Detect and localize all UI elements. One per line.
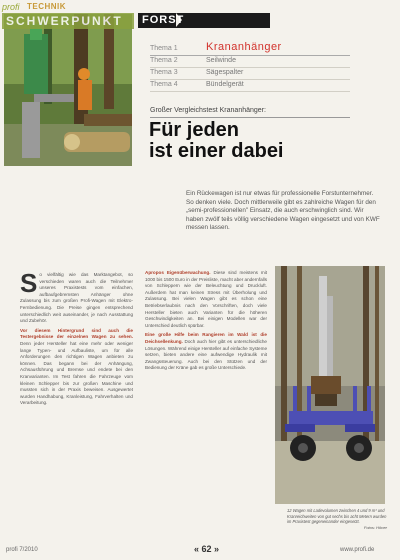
theme-number: Thema 3	[150, 69, 178, 76]
article-column-1	[20, 268, 133, 410]
subheading: Apropos Eigenüberwachung.	[145, 270, 211, 275]
paragraph-text: Denn jeder Hersteller hat eine mehr oder weniger lange Typen- und Aufbauliste, um für alle Anforderungen den richtigen Wagen anbieten zu können. Das begann bei der Anhängung, Achsausführung und Bremse und endete bei den Kranvarianten. Im Test fahren die Fahrzeuge vom kleinen Schlepper bis zur großen Maschine und mussten sich in der Praxis beweisen. Ausgewertet wurden Handhabung, Kranleistung, Fahrverhalten und Verarbeitung.	[20, 340, 133, 406]
topic-label: FORST	[142, 14, 185, 26]
subheading: Vor diesem Hintergrund sind auch die Testergebnisse der einzelnen Wagen zu sehen.	[20, 327, 133, 340]
theme-title: Bündelgerät	[206, 81, 244, 88]
headline-line-1: Für jeden	[149, 119, 240, 141]
paragraph	[20, 328, 133, 407]
article-column-2	[145, 270, 267, 375]
photo-caption	[287, 508, 387, 530]
theme-item-2	[150, 56, 350, 68]
article-lead: Ein Rückewagen ist nur etwas für professionelle Forstunternehmer. So denken viele. Doch mittlerweile gibt es zahlreiche Wagen für den „semi-professionellen" Einsatz, die auch erschwinglich sind. Wir haben zwölf teils völlig verschiedene Wagen eingesetzt und von KWF messen lassen.	[186, 190, 380, 232]
headline-line-2: ist einer dabei	[149, 140, 284, 162]
paragraph-text: Doch auch hier gibt es unterschiedliche Lösungen. Während einige Hersteller auf einfache Systeme setzen, bieten andere eine aufwendige Hydraulik mit Zwangssteuerung. Auch bei den Stützen und der Bedienung der Kräne gab es große Unterschiede.	[145, 338, 267, 371]
article-kicker: Großer Vergleichstest Krananhänger:	[150, 107, 266, 114]
paragraph-text: Diese sind meistens mit 1000 bis 1500 Euro in der Preisliste, macht aber andernfalls von Schleppern wie der Beleuchtung und Druckluft. Außerdem hat man keinen Stress mit Überholung und Zulassung. Bei vielen Wagen gibt es schon eine Betriebserlaubnis nach den Vorschriften, doch viele Hersteller bieten auch Varianten für die höheren Geschwindigkeiten an. Bei einigen Modellen war der Unterschied deutlich spürbar.	[145, 270, 267, 328]
issue-label: profi 7/2010	[6, 547, 38, 553]
brand-label: profi	[2, 2, 20, 12]
paragraph	[145, 332, 267, 372]
paragraph	[20, 268, 133, 325]
theme-number: Thema 4	[150, 81, 178, 88]
paragraph-text: o vielfältig wie das Marktangebot, so verschieden waren auch die Teilnehmer unseres Praxistests vom einfachen, aufbaufgebremsten Anhänger ohne Zulassung bis zum großen Profi-Wagen mit Elektro-Fernbedienung. Die Preise gingen entsprechend unterschiedlich weit auseinander, je nach Ausstattung und Zubehör.	[20, 272, 133, 324]
focus-banner: SCHWERPUNKT	[2, 13, 134, 29]
theme-item-4	[150, 80, 350, 92]
kicker-divider	[150, 117, 350, 118]
paragraph	[145, 270, 267, 329]
caption-text: 12 Wagen mit Ladevolumen zwischen 4 und 9 m³ und Kranreichweiten von gut sechs bis acht Metern wurden im Praxistest gegeneinander eingesetzt.	[287, 508, 387, 524]
dropcap: S	[20, 268, 38, 298]
theme-item-1	[150, 41, 350, 56]
subheading: Eine große Hilfe beim Rangieren im Wald ist die Deichsellenkung.	[145, 332, 267, 344]
photo-credit: Fotos: Höner	[363, 524, 387, 530]
theme-title: Seilwinde	[206, 57, 236, 64]
crane-trailer-photo	[275, 266, 385, 504]
website-label: www.profi.de	[340, 547, 375, 553]
theme-title: Krananhänger	[206, 41, 282, 53]
theme-number: Thema 1	[150, 45, 178, 52]
forestry-photo-top	[4, 14, 132, 166]
theme-item-3	[150, 68, 350, 80]
theme-number: Thema 2	[150, 57, 178, 64]
article-headline	[149, 120, 284, 162]
page-number: « 62 »	[194, 544, 220, 554]
theme-list	[150, 41, 350, 92]
section-label: TECHNIK	[27, 2, 67, 11]
theme-title: Sägespalter	[206, 69, 244, 76]
